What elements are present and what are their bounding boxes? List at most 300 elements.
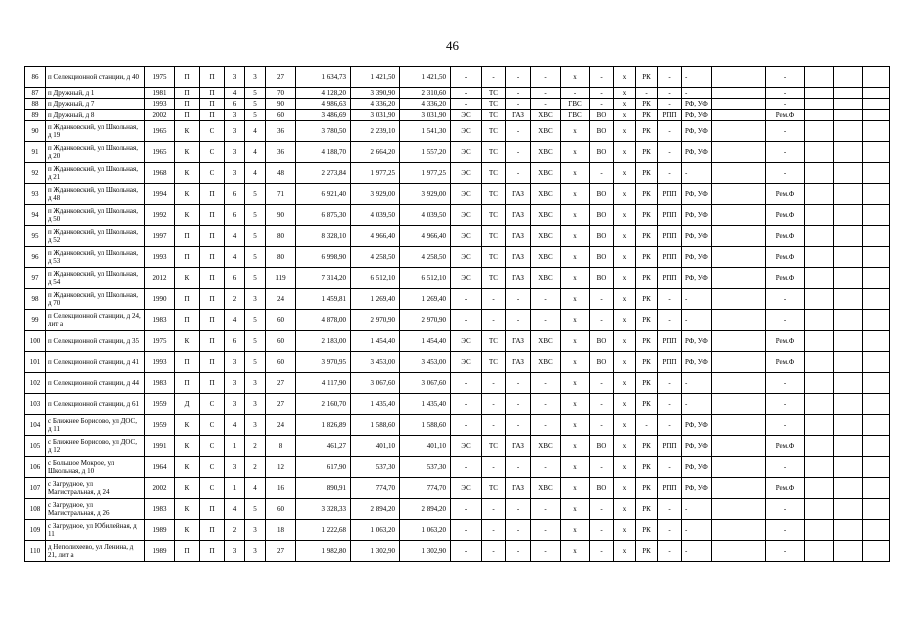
cell-a: К <box>175 205 200 226</box>
cell-rem: - <box>766 541 805 562</box>
cell-empty <box>834 142 863 163</box>
cell-gas: ГАЗ <box>506 205 531 226</box>
cell-rpp: - <box>658 163 682 184</box>
cell-a: П <box>175 110 200 121</box>
cell-area3: 4 966,40 <box>400 226 451 247</box>
cell-n: 93 <box>25 184 46 205</box>
cell-gas: - <box>506 541 531 562</box>
cell-empty <box>805 110 834 121</box>
cell-empty <box>712 499 766 520</box>
cell-gvs: х <box>561 478 590 499</box>
table-row <box>25 352 890 373</box>
cell-empty <box>834 415 863 436</box>
cell-total: 2 183,00 <box>296 331 351 352</box>
cell-rem: - <box>766 310 805 331</box>
cell-apts: 60 <box>266 110 296 121</box>
cell-apts: 70 <box>266 88 296 99</box>
cell-empty <box>863 110 890 121</box>
cell-rk: РК <box>636 67 658 88</box>
cell-gas: ГАЗ <box>506 331 531 352</box>
cell-rem: - <box>766 373 805 394</box>
cell-gvs: х <box>561 520 590 541</box>
cell-f: 6 <box>225 205 245 226</box>
cell-addr: п Жданковский, ул Школьная, д 50 <box>46 205 145 226</box>
cell-b: П <box>200 110 225 121</box>
cell-gas: - <box>506 310 531 331</box>
cell-apts: 60 <box>266 310 296 331</box>
cell-hvs: ХВС <box>531 121 561 142</box>
cell-rpp: РПП <box>658 184 682 205</box>
cell-b: П <box>200 289 225 310</box>
cell-living: 3 929,00 <box>351 184 400 205</box>
cell-hvs: - <box>531 289 561 310</box>
cell-hvs: ХВС <box>531 352 561 373</box>
cell-gas: - <box>506 142 531 163</box>
cell-gas: ГАЗ <box>506 478 531 499</box>
cell-gvs: х <box>561 289 590 310</box>
cell-hvs: ХВС <box>531 205 561 226</box>
cell-rpp: - <box>658 415 682 436</box>
cell-vo: ВО <box>590 478 614 499</box>
cell-x: х <box>614 373 636 394</box>
cell-rf: - <box>682 394 712 415</box>
cell-f: 3 <box>225 110 245 121</box>
cell-rf: - <box>682 373 712 394</box>
cell-rk: РК <box>636 163 658 184</box>
cell-year: 1968 <box>145 163 175 184</box>
cell-total: 3 486,69 <box>296 110 351 121</box>
cell-ts: - <box>482 499 506 520</box>
cell-es: - <box>451 310 482 331</box>
cell-b: П <box>200 88 225 99</box>
cell-es: - <box>451 88 482 99</box>
cell-empty <box>712 394 766 415</box>
table-row <box>25 88 890 99</box>
cell-empty <box>863 205 890 226</box>
cell-empty <box>863 541 890 562</box>
cell-ts: ТС <box>482 331 506 352</box>
cell-x: х <box>614 310 636 331</box>
cell-hvs: - <box>531 520 561 541</box>
cell-rf: - <box>682 67 712 88</box>
cell-addr: с Ближнее Борисово, ул ДОС, д 12 <box>46 436 145 457</box>
cell-empty <box>863 457 890 478</box>
cell-b: С <box>200 121 225 142</box>
cell-rpp: - <box>658 394 682 415</box>
cell-addr: д Неполихеево, ул Ленина, д 21, лит а <box>46 541 145 562</box>
cell-area3: 3 067,60 <box>400 373 451 394</box>
cell-rpp: - <box>658 88 682 99</box>
cell-b: П <box>200 247 225 268</box>
cell-area3: 1 454,40 <box>400 331 451 352</box>
cell-vo: - <box>590 415 614 436</box>
cell-rk: РК <box>636 184 658 205</box>
cell-hvs: ХВС <box>531 331 561 352</box>
cell-year: 2002 <box>145 478 175 499</box>
cell-gas: - <box>506 457 531 478</box>
cell-es: - <box>451 520 482 541</box>
table-row <box>25 541 890 562</box>
cell-hvs: ХВС <box>531 478 561 499</box>
cell-vo: ВО <box>590 436 614 457</box>
cell-e: 3 <box>245 67 266 88</box>
cell-area3: 1 541,30 <box>400 121 451 142</box>
cell-living: 1 454,40 <box>351 331 400 352</box>
cell-f: 1 <box>225 436 245 457</box>
cell-empty <box>805 457 834 478</box>
cell-b: П <box>200 331 225 352</box>
cell-apts: 27 <box>266 373 296 394</box>
cell-empty <box>805 310 834 331</box>
cell-empty <box>805 99 834 110</box>
cell-empty <box>834 110 863 121</box>
cell-a: Д <box>175 394 200 415</box>
cell-rk: - <box>636 415 658 436</box>
cell-f: 6 <box>225 331 245 352</box>
cell-year: 2002 <box>145 110 175 121</box>
cell-vo: ВО <box>590 142 614 163</box>
cell-living: 2 894,20 <box>351 499 400 520</box>
cell-vo: ВО <box>590 184 614 205</box>
cell-es: - <box>451 99 482 110</box>
cell-es: - <box>451 373 482 394</box>
cell-rf: - <box>682 520 712 541</box>
cell-addr: п Селекционной станции, д 24, лит а <box>46 310 145 331</box>
cell-f: 6 <box>225 99 245 110</box>
cell-e: 3 <box>245 373 266 394</box>
cell-rem: - <box>766 457 805 478</box>
cell-area3: 3 929,00 <box>400 184 451 205</box>
cell-rk: РК <box>636 373 658 394</box>
cell-es: - <box>451 289 482 310</box>
cell-addr: п Жданковский, ул Школьная, д 53 <box>46 247 145 268</box>
cell-f: 4 <box>225 88 245 99</box>
cell-living: 3 453,00 <box>351 352 400 373</box>
cell-empty <box>863 121 890 142</box>
cell-total: 1 826,89 <box>296 415 351 436</box>
cell-rpp: - <box>658 121 682 142</box>
cell-year: 1981 <box>145 88 175 99</box>
cell-apts: 27 <box>266 67 296 88</box>
cell-empty <box>834 457 863 478</box>
cell-b: П <box>200 352 225 373</box>
cell-area3: 3 453,00 <box>400 352 451 373</box>
cell-rf: - <box>682 289 712 310</box>
cell-e: 5 <box>245 499 266 520</box>
cell-living: 1 588,60 <box>351 415 400 436</box>
cell-rpp: РПП <box>658 352 682 373</box>
cell-rk: РК <box>636 520 658 541</box>
cell-empty <box>805 289 834 310</box>
cell-x: х <box>614 163 636 184</box>
cell-empty <box>834 184 863 205</box>
cell-empty <box>712 226 766 247</box>
cell-gas: ГАЗ <box>506 268 531 289</box>
cell-gvs: - <box>561 88 590 99</box>
cell-gas: - <box>506 499 531 520</box>
cell-a: П <box>175 310 200 331</box>
cell-e: 3 <box>245 289 266 310</box>
cell-es: ЭС <box>451 268 482 289</box>
cell-area3: 1 588,60 <box>400 415 451 436</box>
cell-x: х <box>614 478 636 499</box>
cell-gas: - <box>506 415 531 436</box>
table-row <box>25 373 890 394</box>
cell-empty <box>834 541 863 562</box>
cell-year: 1993 <box>145 99 175 110</box>
cell-addr: п Дружный, д 8 <box>46 110 145 121</box>
cell-b: С <box>200 163 225 184</box>
cell-hvs: ХВС <box>531 142 561 163</box>
cell-rk: РК <box>636 289 658 310</box>
cell-total: 1 982,80 <box>296 541 351 562</box>
cell-empty <box>863 268 890 289</box>
cell-rem: Рем.Ф <box>766 226 805 247</box>
cell-gvs: х <box>561 352 590 373</box>
cell-total: 4 986,63 <box>296 99 351 110</box>
cell-area3: 1 557,20 <box>400 142 451 163</box>
cell-rpp: - <box>658 310 682 331</box>
cell-n: 89 <box>25 110 46 121</box>
cell-ts: - <box>482 520 506 541</box>
cell-x: х <box>614 394 636 415</box>
cell-hvs: - <box>531 99 561 110</box>
cell-rf: РФ, УФ <box>682 226 712 247</box>
cell-rpp: - <box>658 499 682 520</box>
cell-vo: - <box>590 289 614 310</box>
cell-area3: 3 031,90 <box>400 110 451 121</box>
cell-area3: 4 336,20 <box>400 99 451 110</box>
cell-addr: п Селекционной станции, д 44 <box>46 373 145 394</box>
cell-rk: РК <box>636 205 658 226</box>
cell-rpp: - <box>658 99 682 110</box>
cell-gvs: х <box>561 142 590 163</box>
cell-addr: п Жданковский, ул Школьная, д 20 <box>46 142 145 163</box>
cell-gas: - <box>506 394 531 415</box>
cell-gas: ГАЗ <box>506 352 531 373</box>
cell-gvs: х <box>561 247 590 268</box>
cell-empty <box>712 310 766 331</box>
cell-rf: РФ, УФ <box>682 478 712 499</box>
cell-rem: - <box>766 121 805 142</box>
cell-apts: 16 <box>266 478 296 499</box>
cell-x: х <box>614 121 636 142</box>
cell-rpp: РПП <box>658 110 682 121</box>
cell-total: 4 117,90 <box>296 373 351 394</box>
cell-ts: ТС <box>482 352 506 373</box>
cell-vo: - <box>590 394 614 415</box>
cell-n: 110 <box>25 541 46 562</box>
cell-b: С <box>200 457 225 478</box>
cell-hvs: - <box>531 415 561 436</box>
table-row <box>25 205 890 226</box>
cell-hvs: ХВС <box>531 184 561 205</box>
cell-a: К <box>175 184 200 205</box>
cell-area3: 774,70 <box>400 478 451 499</box>
cell-a: П <box>175 88 200 99</box>
cell-b: П <box>200 520 225 541</box>
cell-empty <box>834 121 863 142</box>
cell-year: 1975 <box>145 331 175 352</box>
cell-a: П <box>175 289 200 310</box>
cell-empty <box>712 415 766 436</box>
cell-empty <box>863 289 890 310</box>
cell-area3: 6 512,10 <box>400 268 451 289</box>
cell-a: П <box>175 541 200 562</box>
cell-gvs: х <box>561 415 590 436</box>
cell-living: 3 390,90 <box>351 88 400 99</box>
cell-es: ЭС <box>451 478 482 499</box>
cell-f: 2 <box>225 520 245 541</box>
cell-rk: РК <box>636 121 658 142</box>
cell-gvs: ГВС <box>561 99 590 110</box>
cell-rf: РФ, УФ <box>682 352 712 373</box>
cell-rf: - <box>682 88 712 99</box>
cell-area3: 4 039,50 <box>400 205 451 226</box>
cell-empty <box>805 520 834 541</box>
cell-apts: 119 <box>266 268 296 289</box>
table-row <box>25 99 890 110</box>
table-row <box>25 184 890 205</box>
cell-n: 95 <box>25 226 46 247</box>
cell-empty <box>863 415 890 436</box>
cell-x: х <box>614 110 636 121</box>
cell-x: х <box>614 499 636 520</box>
cell-apts: 8 <box>266 436 296 457</box>
cell-rf: - <box>682 499 712 520</box>
cell-es: ЭС <box>451 247 482 268</box>
cell-apts: 24 <box>266 415 296 436</box>
cell-ts: - <box>482 457 506 478</box>
cell-empty <box>712 352 766 373</box>
cell-gvs: х <box>561 331 590 352</box>
cell-es: ЭС <box>451 121 482 142</box>
cell-empty <box>805 394 834 415</box>
cell-es: - <box>451 67 482 88</box>
cell-year: 1964 <box>145 457 175 478</box>
table-row <box>25 310 890 331</box>
cell-ts: - <box>482 373 506 394</box>
cell-ts: - <box>482 67 506 88</box>
cell-a: К <box>175 268 200 289</box>
cell-addr: п Селекционной станции, д 61 <box>46 394 145 415</box>
cell-empty <box>863 88 890 99</box>
cell-rem: Рем.Ф <box>766 436 805 457</box>
cell-rpp: - <box>658 520 682 541</box>
cell-empty <box>834 352 863 373</box>
cell-vo: - <box>590 88 614 99</box>
cell-rf: - <box>682 163 712 184</box>
cell-living: 4 336,20 <box>351 99 400 110</box>
cell-rk: РК <box>636 394 658 415</box>
cell-n: 100 <box>25 331 46 352</box>
cell-total: 3 970,95 <box>296 352 351 373</box>
cell-n: 107 <box>25 478 46 499</box>
cell-gvs: х <box>561 310 590 331</box>
cell-x: х <box>614 457 636 478</box>
cell-rem: - <box>766 88 805 99</box>
cell-n: 108 <box>25 499 46 520</box>
cell-rf: РФ, УФ <box>682 457 712 478</box>
cell-rf: РФ, УФ <box>682 247 712 268</box>
cell-total: 3 328,33 <box>296 499 351 520</box>
cell-empty <box>863 247 890 268</box>
cell-year: 1965 <box>145 121 175 142</box>
cell-x: х <box>614 352 636 373</box>
cell-total: 1 634,73 <box>296 67 351 88</box>
table-row <box>25 142 890 163</box>
cell-f: 3 <box>225 352 245 373</box>
cell-empty <box>712 520 766 541</box>
cell-x: х <box>614 541 636 562</box>
cell-rf: - <box>682 541 712 562</box>
cell-a: К <box>175 499 200 520</box>
cell-empty <box>805 67 834 88</box>
cell-rpp: РПП <box>658 247 682 268</box>
cell-b: С <box>200 142 225 163</box>
cell-addr: п Жданковский, ул Школьная, д 19 <box>46 121 145 142</box>
cell-empty <box>712 99 766 110</box>
cell-f: 4 <box>225 415 245 436</box>
cell-x: х <box>614 268 636 289</box>
page-number: 46 <box>446 38 459 53</box>
cell-empty <box>863 67 890 88</box>
cell-gas: - <box>506 520 531 541</box>
cell-n: 98 <box>25 289 46 310</box>
cell-area3: 4 258,50 <box>400 247 451 268</box>
cell-f: 3 <box>225 541 245 562</box>
cell-es: ЭС <box>451 331 482 352</box>
cell-gas: - <box>506 373 531 394</box>
cell-b: П <box>200 310 225 331</box>
cell-year: 1990 <box>145 289 175 310</box>
cell-e: 4 <box>245 142 266 163</box>
cell-total: 617,90 <box>296 457 351 478</box>
cell-e: 5 <box>245 247 266 268</box>
cell-e: 3 <box>245 394 266 415</box>
table-row <box>25 478 890 499</box>
cell-empty <box>805 142 834 163</box>
cell-empty <box>712 247 766 268</box>
cell-area3: 1 421,50 <box>400 67 451 88</box>
cell-area3: 401,10 <box>400 436 451 457</box>
cell-rem: - <box>766 415 805 436</box>
cell-living: 2 970,90 <box>351 310 400 331</box>
table-row <box>25 331 890 352</box>
cell-year: 1959 <box>145 415 175 436</box>
cell-year: 1983 <box>145 499 175 520</box>
cell-n: 87 <box>25 88 46 99</box>
cell-total: 461,27 <box>296 436 351 457</box>
cell-ts: ТС <box>482 226 506 247</box>
cell-empty <box>863 394 890 415</box>
cell-es: ЭС <box>451 436 482 457</box>
cell-n: 86 <box>25 67 46 88</box>
cell-e: 5 <box>245 99 266 110</box>
cell-empty <box>834 247 863 268</box>
cell-vo: ВО <box>590 331 614 352</box>
cell-living: 1 269,40 <box>351 289 400 310</box>
cell-year: 1959 <box>145 394 175 415</box>
cell-a: К <box>175 163 200 184</box>
cell-hvs: - <box>531 310 561 331</box>
cell-e: 5 <box>245 88 266 99</box>
cell-empty <box>863 226 890 247</box>
cell-year: 2012 <box>145 268 175 289</box>
cell-b: С <box>200 394 225 415</box>
cell-ts: ТС <box>482 205 506 226</box>
table-row <box>25 247 890 268</box>
